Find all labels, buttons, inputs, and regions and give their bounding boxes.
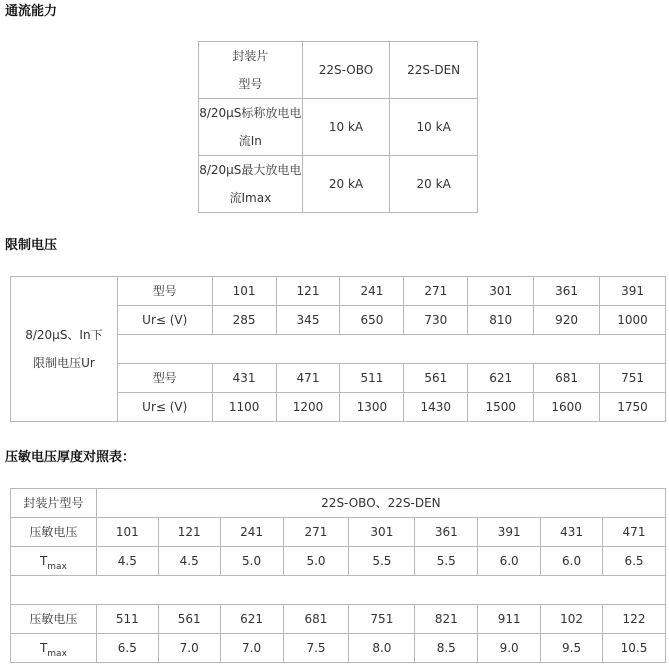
table-cell: 511 [96,605,158,634]
tmax-symbol [40,554,67,574]
table-cell: 911 [478,605,541,634]
table-cell: 271 [404,277,468,306]
spacer-cell [117,335,665,364]
table-cell: 4.5 [96,547,158,576]
table-cell: 5.5 [415,547,478,576]
table-cell: 7.0 [158,634,220,663]
table-cell: 920 [534,306,600,335]
table-row [199,156,478,213]
row-label-line: 8/20μS标称放电电 [199,106,302,120]
row-label-line: 流In [238,134,262,148]
table-cell: 101 [212,277,276,306]
table-cell: 681 [283,605,349,634]
tmax-symbol [40,641,67,661]
table-cell: 561 [404,364,468,393]
varistor-thickness-table [10,488,666,663]
row-label-line: 8/20μS最大放电电 [199,163,302,177]
table-row [11,547,666,576]
table-cell: 471 [276,364,340,393]
table-cell: 10.5 [603,634,666,663]
table-cell: 751 [600,364,666,393]
table-cell: 101 [96,518,158,547]
table-cell: 4.5 [158,547,220,576]
table-cell: 301 [468,277,534,306]
header-value: 22S-OBO、22S-DEN [96,489,665,518]
table-cell: 361 [534,277,600,306]
left-label-line: 限制电压Ur [33,356,95,370]
tmax-main: T [39,554,48,568]
table-cell: 730 [404,306,468,335]
row-label-line: 流Imax [229,191,272,205]
table-cell: 391 [478,518,541,547]
table-cell: 8.5 [415,634,478,663]
section3-heading: 压敏电压厚度对照表： [5,450,136,465]
table-cell: 9.5 [541,634,603,663]
header-line: 型号 [238,77,263,91]
table-cell: 1000 [600,306,666,335]
model-label: 型号 [117,277,212,306]
tmax-sub: max [47,649,67,659]
table-cell: 102 [541,605,603,634]
table-cell: 121 [158,518,220,547]
table-cell: 391 [600,277,666,306]
table-cell: 681 [534,364,600,393]
table-cell: 6.0 [478,547,541,576]
section2-heading: 限制电压 [5,238,58,253]
header-line: 封装片 [232,49,269,63]
table-cell: 1600 [534,393,600,422]
tmax-label [11,634,97,663]
voltage-label: 压敏电压 [11,605,97,634]
header-label: 封装片型号 [11,489,97,518]
table-cell: 20 kA [390,156,478,213]
table-cell: 650 [340,306,404,335]
table-cell: 7.5 [283,634,349,663]
table-cell: 5.5 [349,547,415,576]
left-label-cell [11,277,118,422]
table-cell: 122 [603,605,666,634]
tmax-sub: max [47,562,67,572]
table-row [11,518,666,547]
table-cell: 471 [603,518,666,547]
table-cell: 121 [276,277,340,306]
table-cell: 6.5 [603,547,666,576]
table-cell: 10 kA [302,99,390,156]
table-row [199,99,478,156]
table-cell: 511 [340,364,404,393]
table-cell: 241 [340,277,404,306]
table-cell: 5.0 [283,547,349,576]
table-cell: 5.0 [220,547,283,576]
table-cell: 361 [415,518,478,547]
table-cell: 1430 [404,393,468,422]
voltage-label: 压敏电压 [11,518,97,547]
table-row [11,605,666,634]
table-cell: 1300 [340,393,404,422]
column-header: 22S-OBO [302,42,390,99]
limiting-voltage-table [10,276,666,422]
table-cell: 1200 [276,393,340,422]
table-cell: 6.0 [541,547,603,576]
table-cell: 9.0 [478,634,541,663]
table-cell: 1750 [600,393,666,422]
row-label [199,156,303,213]
table-cell: 6.5 [96,634,158,663]
current-capacity-table [198,41,478,213]
table-row [11,576,666,605]
table-cell: 621 [468,364,534,393]
table-row [11,634,666,663]
table-cell: 301 [349,518,415,547]
table-cell: 345 [276,306,340,335]
column-header: 22S-DEN [390,42,478,99]
table-cell: 8.0 [349,634,415,663]
ur-label: Ur≤ (V) [117,393,212,422]
table-row [199,42,478,99]
table-cell: 621 [220,605,283,634]
table-cell: 1100 [212,393,276,422]
row-label [199,99,303,156]
header-cell [199,42,303,99]
table-cell: 7.0 [220,634,283,663]
spacer-cell [11,576,666,605]
ur-label: Ur≤ (V) [117,306,212,335]
table-row [11,489,666,518]
table-cell: 751 [349,605,415,634]
table-cell: 20 kA [302,156,390,213]
table-cell: 821 [415,605,478,634]
section1-heading: 通流能力 [5,4,58,19]
left-label-line: 8/20μS、In下 [25,328,103,342]
table-cell: 561 [158,605,220,634]
model-label: 型号 [117,364,212,393]
tmax-label [11,547,97,576]
table-cell: 285 [212,306,276,335]
table-cell: 431 [212,364,276,393]
table-cell: 1500 [468,393,534,422]
table-cell: 431 [541,518,603,547]
table-cell: 241 [220,518,283,547]
table-cell: 10 kA [390,99,478,156]
table-cell: 810 [468,306,534,335]
table-cell: 271 [283,518,349,547]
table-row [11,277,666,306]
tmax-main: T [39,641,48,655]
